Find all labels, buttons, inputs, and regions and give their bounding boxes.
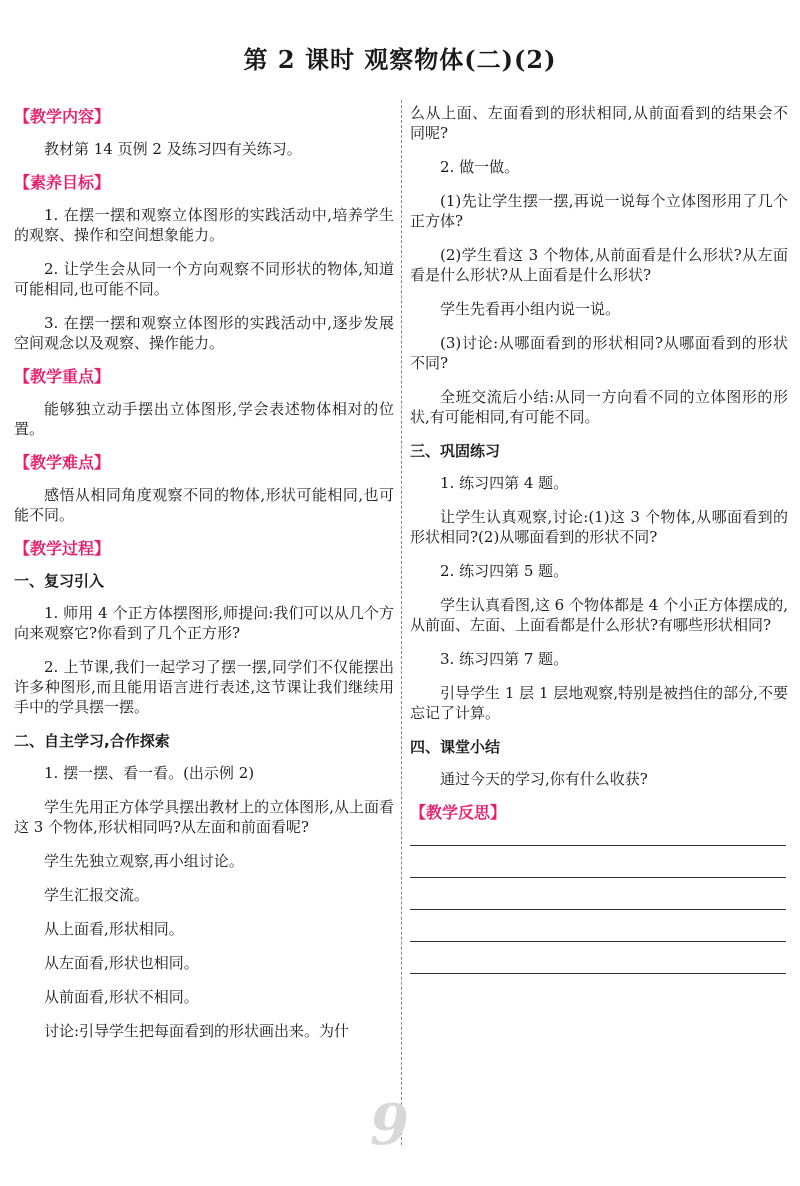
paragraph: 1. 在摆一摆和观察立体图形的实践活动中,培养学生的观察、操作和空间想象能力。 bbox=[14, 206, 394, 244]
paragraph: 学生认真看图,这 6 个物体都是 4 个小正方体摆成的,从前面、左面、上面看都是什么形状?有哪些形状相同? bbox=[410, 596, 788, 634]
paragraph: 2. 让学生会从同一个方向观察不同形状的物体,知道可能相同,也可能不同。 bbox=[14, 260, 394, 298]
column-divider bbox=[401, 100, 402, 1145]
section-heading: 【素养目标】 bbox=[14, 173, 111, 192]
writing-line bbox=[410, 909, 786, 910]
paragraph: 教材第 14 页例 2 及练习四有关练习。 bbox=[44, 140, 302, 158]
right-column bbox=[410, 103, 788, 1005]
section-heading: 【教学重点】 bbox=[14, 367, 111, 386]
paragraph: 从上面看,形状相同。 bbox=[44, 920, 184, 938]
writing-line bbox=[410, 941, 786, 942]
page-number: 9 bbox=[370, 1092, 409, 1158]
paragraph: 学生汇报交流。 bbox=[44, 886, 150, 904]
subsection-heading: 四、课堂小结 bbox=[410, 738, 501, 756]
paragraph: 2. 练习四第 5 题。 bbox=[440, 562, 569, 580]
paragraph: 讨论:引导学生把每面看到的形状画出来。为什 bbox=[44, 1022, 350, 1040]
paragraph: 从左面看,形状也相同。 bbox=[44, 954, 199, 972]
paragraph: 1. 练习四第 4 题。 bbox=[440, 474, 569, 492]
paragraph: 学生先独立观察,再小组讨论。 bbox=[44, 852, 244, 870]
section-heading: 【教学内容】 bbox=[14, 107, 111, 126]
paragraph: 能够独立动手摆出立体图形,学会表述物体相对的位置。 bbox=[14, 400, 394, 438]
paragraph: 让学生认真观察,讨论:(1)这 3 个物体,从哪面看到的形状相同?(2)从哪面看到的形状不同? bbox=[410, 508, 788, 546]
paragraph: 1. 摆一摆、看一看。(出示例 2) bbox=[44, 764, 255, 782]
writing-line bbox=[410, 877, 786, 878]
section-heading: 【教学过程】 bbox=[14, 539, 111, 558]
section-heading: 【教学难点】 bbox=[14, 453, 111, 472]
subsection-heading: 二、自主学习,合作探索 bbox=[14, 732, 170, 750]
paragraph: 通过今天的学习,你有什么收获? bbox=[440, 770, 648, 788]
paragraph: (1)先让学生摆一摆,再说一说每个立体图形用了几个正方体? bbox=[410, 192, 788, 230]
paragraph: 2. 上节课,我们一起学习了摆一摆,同学们不仅能摆出许多种图形,而且能用语言进行表述,这节课让我们继续用手中的学具摆一摆。 bbox=[14, 658, 394, 716]
paragraph: 3. 在摆一摆和观察立体图形的实践活动中,逐步发展空间观念以及观察、操作能力。 bbox=[14, 314, 394, 352]
paragraph: 1. 师用 4 个正方体摆图形,师提问:我们可以从几个方向来观察它?你看到了几个正方形? bbox=[14, 604, 394, 642]
page-title: 第 2 课时 观察物体(二)(2) bbox=[243, 45, 557, 74]
paragraph: 全班交流后小结:从同一方向看不同的立体图形的形状,有可能相同,有可能不同。 bbox=[410, 388, 788, 426]
paragraph: 引导学生 1 层 1 层地观察,特别是被挡住的部分,不要忘记了计算。 bbox=[410, 684, 788, 722]
reflection-lines bbox=[410, 845, 788, 974]
paragraph: 学生先看再小组内说一说。 bbox=[440, 300, 621, 318]
paragraph: 3. 练习四第 7 题。 bbox=[440, 650, 569, 668]
paragraph: (3)讨论:从哪面看到的形状相同?从哪面看到的形状不同? bbox=[410, 334, 788, 372]
left-column bbox=[14, 103, 394, 1055]
paragraph: 从前面看,形状不相同。 bbox=[44, 988, 199, 1006]
writing-line bbox=[410, 973, 786, 974]
subsection-heading: 一、复习引入 bbox=[14, 572, 105, 590]
section-heading: 【教学反思】 bbox=[410, 803, 507, 822]
paragraph: (2)学生看这 3 个物体,从前面看是什么形状?从左面看是什么形状?从上面看是什么形状? bbox=[410, 246, 788, 284]
paragraph: 感悟从相同角度观察不同的物体,形状可能相同,也可能不同。 bbox=[14, 486, 394, 524]
paragraph: 么从上面、左面看到的形状相同,从前面看到的结果会不同呢? bbox=[410, 104, 788, 142]
subsection-heading: 三、巩固练习 bbox=[410, 442, 501, 460]
writing-line bbox=[410, 845, 786, 846]
paragraph: 2. 做一做。 bbox=[440, 158, 520, 176]
paragraph: 学生先用正方体学具摆出教材上的立体图形,从上面看这 3 个物体,形状相同吗?从左面和前面看呢? bbox=[14, 798, 394, 836]
